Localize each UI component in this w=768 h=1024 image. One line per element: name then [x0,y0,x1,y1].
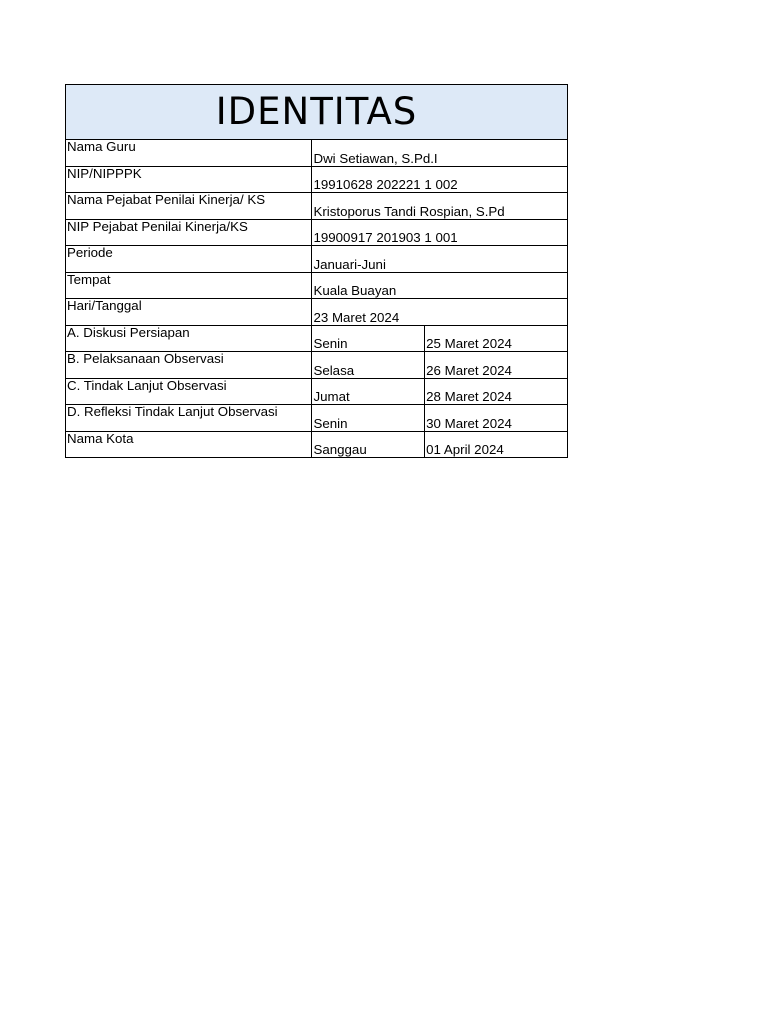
table-row [66,272,568,299]
schedule-label: C. Tindak Lanjut Observasi [66,378,312,405]
schedule-row [66,352,568,379]
identitas-table [65,84,568,458]
schedule-date: 30 Maret 2024 [425,405,568,432]
row-label: Periode [66,246,312,273]
schedule-day: Senin [312,405,425,432]
schedule-date: 25 Maret 2024 [425,325,568,352]
row-value: Kuala Buayan [312,272,568,299]
schedule-label: D. Refleksi Tindak Lanjut Observasi [66,405,312,432]
row-label: Nama Guru [66,140,312,167]
table-title: IDENTITAS [66,85,568,140]
row-label: Nama Pejabat Penilai Kinerja/ KS [66,193,312,220]
schedule-label: B. Pelaksanaan Observasi [66,352,312,379]
row-value: 23 Maret 2024 [312,299,568,326]
table-row [66,246,568,273]
table-row [66,219,568,246]
schedule-day: Jumat [312,378,425,405]
schedule-label: A. Diskusi Persiapan [66,325,312,352]
schedule-row [66,431,568,458]
schedule-date: 01 April 2024 [425,431,568,458]
schedule-day: Selasa [312,352,425,379]
schedule-day: Senin [312,325,425,352]
row-value: Kristoporus Tandi Rospian, S.Pd [312,193,568,220]
schedule-label: Nama Kota [66,431,312,458]
table-row [66,193,568,220]
row-value: Januari-Juni [312,246,568,273]
title-row [66,85,568,140]
table-row [66,166,568,193]
row-label: Hari/Tanggal [66,299,312,326]
row-label: NIP Pejabat Penilai Kinerja/KS [66,219,312,246]
schedule-row [66,378,568,405]
schedule-date: 26 Maret 2024 [425,352,568,379]
schedule-day: Sanggau [312,431,425,458]
row-value: 19910628 202221 1 002 [312,166,568,193]
row-label: NIP/NIPPPK [66,166,312,193]
schedule-date: 28 Maret 2024 [425,378,568,405]
row-value: 19900917 201903 1 001 [312,219,568,246]
row-value: Dwi Setiawan, S.Pd.I [312,140,568,167]
schedule-row [66,405,568,432]
schedule-row [66,325,568,352]
table-row [66,140,568,167]
table-row [66,299,568,326]
row-label: Tempat [66,272,312,299]
